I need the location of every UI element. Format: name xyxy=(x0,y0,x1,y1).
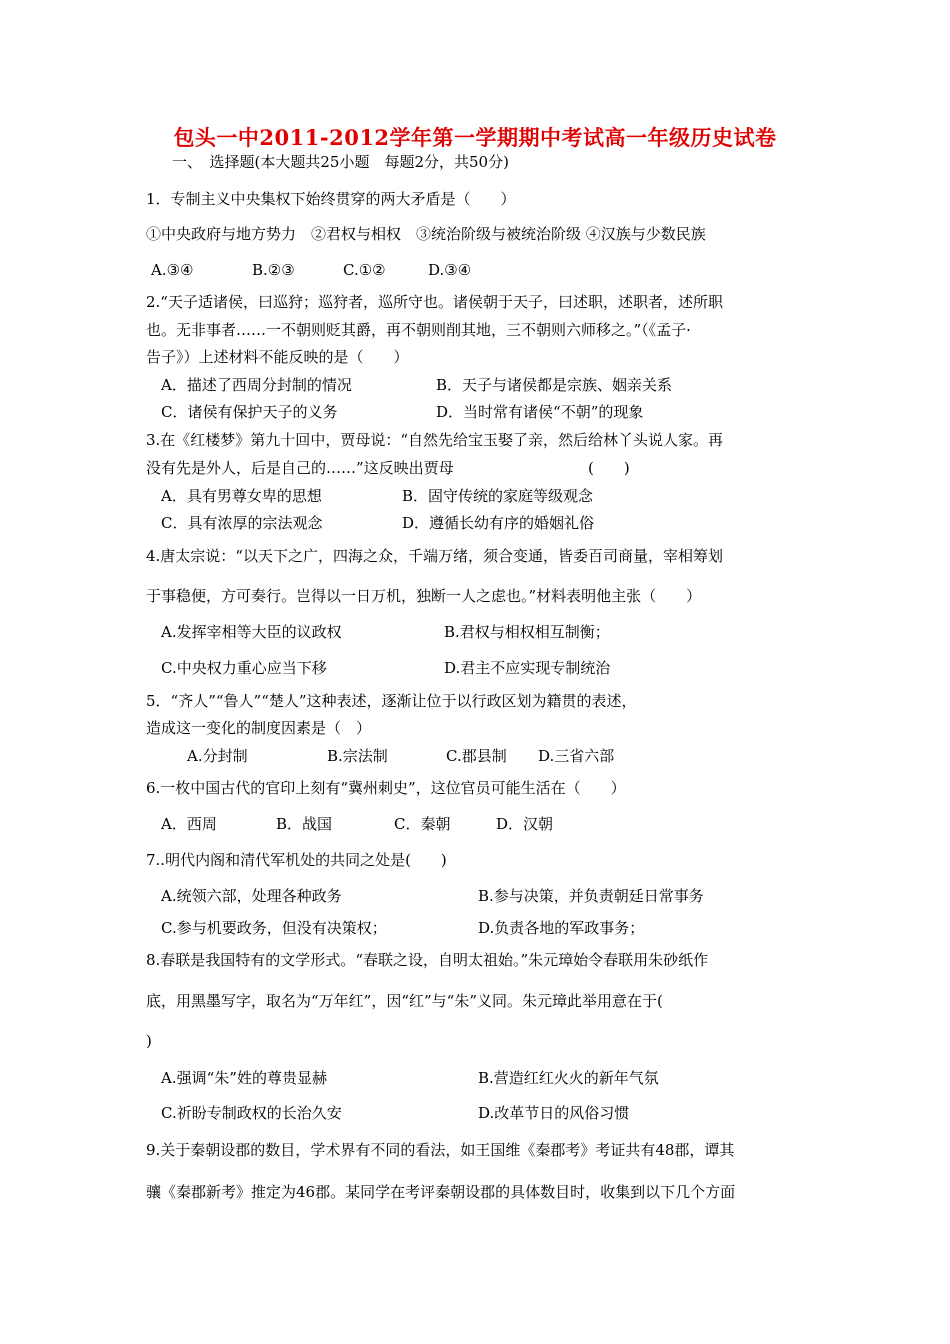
q4-option-a: A.发挥宰相等大臣的议政权 xyxy=(161,623,342,641)
q2-line-2: 也。无非事者……一不朝则贬其爵，再不朝则削其地，三不朝则六师移之。”（《孟子· xyxy=(146,321,691,339)
q5-option-c: C.郡县制 xyxy=(446,747,507,765)
q5-option-a: A.分封制 xyxy=(187,747,248,765)
q3-option-a: A．具有男尊女卑的思想 xyxy=(161,487,322,505)
q7-option-d: D.负责各地的军政事务； xyxy=(478,919,645,937)
q5-line-2: 造成这一变化的制度因素是（ ） xyxy=(146,719,372,737)
q2-option-a: A．描述了西周分封制的情况 xyxy=(161,376,352,394)
q8-option-a: A.强调“朱”姓的尊贵显赫 xyxy=(161,1069,327,1087)
q3-option-c: C．具有浓厚的宗法观念 xyxy=(161,514,323,532)
q3-answer-paren: ( ) xyxy=(588,459,630,477)
q4-line-1: 4.唐太宗说：“以天下之广，四海之众，千端万绪，须合变通，皆委百司商量，宰相筹划 xyxy=(146,547,723,565)
q2-option-c: C．诸侯有保护天子的义务 xyxy=(161,403,338,421)
q8-option-d: D.改革节日的风俗习惯 xyxy=(478,1104,630,1122)
q7-option-a: A.统领六部，处理各种政务 xyxy=(161,887,342,905)
q1-option-a: A.③④ xyxy=(151,261,194,279)
q6-option-d: D．汉朝 xyxy=(496,815,554,833)
q3-line-1: 3.在《红楼梦》第九十回中，贾母说：“自然先给宝玉娶了亲，然后给林丫头说人家。再 xyxy=(146,431,723,449)
q4-line-2: 于事稳便，方可奏行。岂得以一日万机，独断一人之虑也。”材料表明他主张（ ） xyxy=(146,587,702,605)
q4-option-c: C.中央权力重心应当下移 xyxy=(161,659,327,677)
q5-option-b: B.宗法制 xyxy=(327,747,388,765)
q7-stem: 7..明代内阁和清代军机处的共同之处是( ) xyxy=(146,851,447,869)
q3-line-2: 没有先是外人，后是自己的……”这反映出贾母 xyxy=(146,459,454,477)
q9-line-2: 骧《秦郡新考》推定为46郡。某同学在考评秦朝设郡的具体数目时，收集到以下几个方面 xyxy=(146,1183,736,1201)
q6-option-a: A．西周 xyxy=(161,815,217,833)
q7-option-b: B.参与决策，并负责朝廷日常事务 xyxy=(478,887,704,905)
q5-line-1: 5．“齐人”“鲁人”“楚人”这种表述，逐渐让位于以行政区划为籍贯的表述， xyxy=(146,692,637,710)
q3-option-b: B．固守传统的家庭等级观念 xyxy=(402,487,594,505)
q6-stem: 6.一枚中国古代的官印上刻有“冀州刺史”，这位官员可能生活在（ ） xyxy=(146,779,626,797)
q8-line-1: 8.春联是我国特有的文学形式。“春联之设，自明太祖始。”朱元璋始令春联用朱砂纸作 xyxy=(146,951,709,969)
section-heading: 一、 选择题(本大题共25小题 每题2分，共50分) xyxy=(172,153,509,171)
q1-items: ①中央政府与地方势力 ②君权与相权 ③统治阶级与被统治阶级 ④汉族与少数民族 xyxy=(146,225,706,243)
q1-option-d: D.③④ xyxy=(428,261,472,279)
q8-line-3: ) xyxy=(146,1032,152,1050)
q6-option-b: B．战国 xyxy=(276,815,333,833)
q2-option-b: B．天子与诸侯都是宗族、姻亲关系 xyxy=(436,376,673,394)
q6-option-c: C．秦朝 xyxy=(394,815,451,833)
q5-option-d: D.三省六部 xyxy=(538,747,615,765)
q1-option-c: C.①② xyxy=(343,261,386,279)
q4-option-d: D.君主不应实现专制统治 xyxy=(444,659,611,677)
q4-option-b: B.君权与相权相互制衡； xyxy=(444,623,610,641)
q2-line-3: 告子》）上述材料不能反映的是（ ） xyxy=(146,348,409,366)
q7-option-c: C.参与机要政务，但没有决策权； xyxy=(161,919,387,937)
q8-line-2: 底，用黑墨写字，取名为“万年红”，因“红”与“朱”义同。朱元璋此举用意在于( xyxy=(146,992,663,1010)
q8-option-c: C.祈盼专制政权的长治久安 xyxy=(161,1104,342,1122)
q9-line-1: 9.关于秦朝设郡的数目，学术界有不同的看法，如王国维《秦郡考》考证共有48郡，谭其 xyxy=(146,1141,735,1159)
q2-line-1: 2.“天子适诸侯，曰巡狩；巡狩者，巡所守也。诸侯朝于天子，曰述职，述职者，述所职 xyxy=(146,293,723,311)
q8-option-b: B.营造红红火火的新年气氛 xyxy=(478,1069,659,1087)
exam-title: 包头一中2011-2012学年第一学期期中考试高一年级历史试卷 xyxy=(173,125,777,150)
q3-option-d: D．遵循长幼有序的婚姻礼俗 xyxy=(402,514,595,532)
q2-option-d: D．当时常有诸侯“不朝”的现象 xyxy=(436,403,644,421)
q1-stem: 1．专制主义中央集权下始终贯穿的两大矛盾是（ ） xyxy=(146,190,516,208)
q1-option-b: B.②③ xyxy=(252,261,295,279)
